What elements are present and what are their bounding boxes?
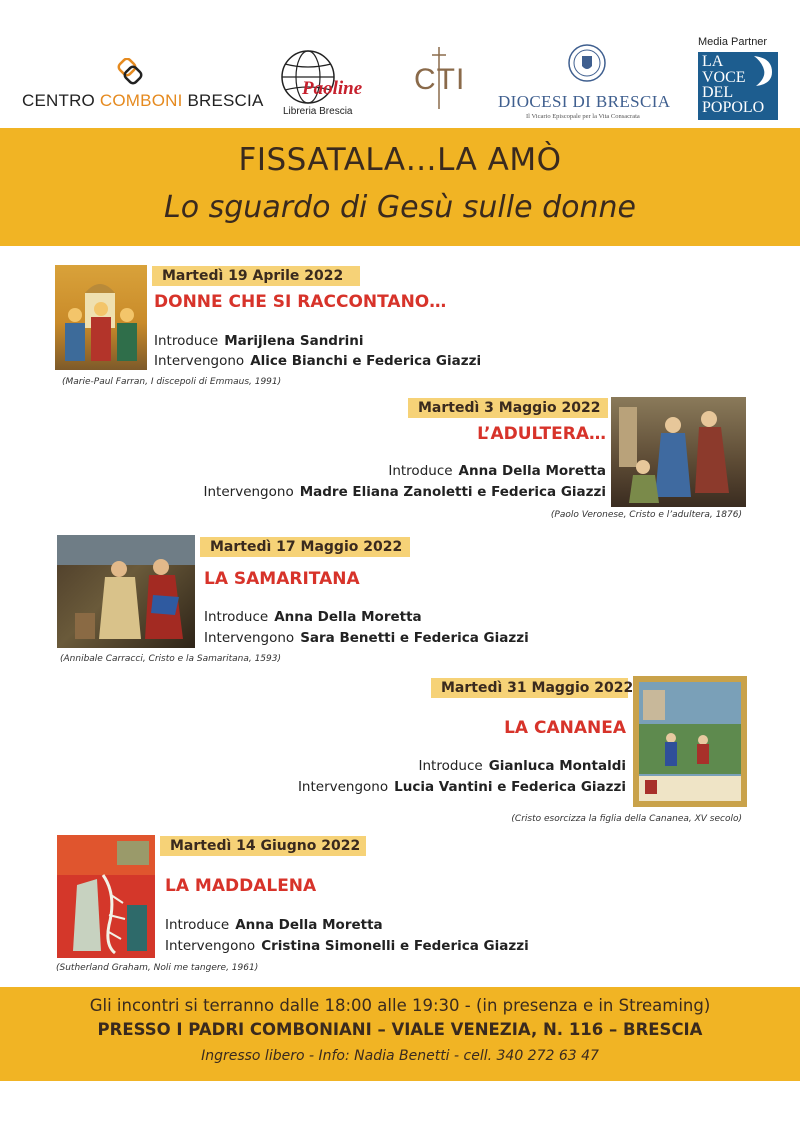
event-2-introduce: Introduce Anna Della Moretta [388,463,606,479]
event-1-introduce: Introduce Marijlena Sandrini [154,333,364,349]
event-3-introduce: Introduce Anna Della Moretta [204,609,422,625]
event-4-intervengono: Intervengono Lucia Vantini e Federica Giazzi [297,779,626,795]
footer-info: Ingresso libero - Info: Nadia Benetti - cell. 340 272 63 47 [201,1048,599,1064]
event-1-title: DONNE CHE SI RACCONTANO… [154,292,447,312]
event-1-date: Martedì 19 Aprile 2022 [152,266,360,286]
cti-letters: CTI [414,63,466,96]
event-4-date: Martedì 31 Maggio 2022 [431,678,628,698]
event-3-caption: (Annibale Carracci, Cristo e la Samaritana, 1593) [60,654,281,664]
event-5-title: LA MADDALENA [165,876,317,896]
event-5-intervengono: Intervengono Cristina Simonelli e Federica Giazzi [165,938,529,954]
footer-band [0,987,800,1081]
event-5-introduce: Introduce Anna Della Moretta [165,917,383,933]
painting-cananea [633,676,747,807]
event-3-intervengono: Intervengono Sara Benetti e Federica Giazzi [204,630,529,646]
comboni-logo-text: CENTRO COMBONI BRESCIA [22,91,264,110]
comboni-knot-icon [112,58,148,88]
event-4-title: LA CANANEA [504,718,626,738]
event-2-date: Martedì 3 Maggio 2022 [408,398,608,418]
event-2-caption: (Paolo Veronese, Cristo e l’adultera, 1876) [550,510,742,520]
paoline-sub: Libreria Brescia [283,106,353,117]
title-band [0,128,800,246]
cti-logo [410,45,468,111]
event-1-intervengono: Intervengono Alice Bianchi e Federica Giazzi [154,353,482,369]
centro-comboni-logo [22,58,264,112]
paoline-name: Paoline [302,78,363,99]
painting-adultera [611,397,746,507]
footer-location: PRESSO I PADRI COMBONIANI – VIALE VENEZIA, N. 116 – BRESCIA [97,1020,703,1039]
event-1-caption: (Marie-Paul Farran, I discepoli di Emmaus, 1991) [62,377,282,387]
footer-schedule: Gli incontri si terranno dalle 18:00 alle 19:30 - (in presenza e in Streaming) [89,996,711,1015]
event-2-title: L’ADULTERA… [477,424,606,444]
diocesi-name: DIOCESI DI BRESCIA [498,92,671,111]
event-4-introduce: Introduce Gianluca Montaldi [418,758,626,774]
diocesi-seal-icon [568,42,606,84]
event-5-date: Martedì 14 Giugno 2022 [160,836,366,856]
logo-bar [0,0,800,128]
media-partner-logo [696,36,786,122]
painting-samaritana [57,535,195,648]
event-4-caption: (Cristo esorcizza la figlia della Cananea, XV secolo) [511,814,742,824]
event-3-date: Martedì 17 Maggio 2022 [200,537,410,557]
event-5-caption: (Sutherland Graham, Noli me tangere, 1961) [56,963,259,973]
painting-maddalena [57,835,155,958]
event-3-title: LA SAMARITANA [204,569,360,589]
main-title: FISSATALA…LA AMÒ [238,142,562,178]
diocesi-sub: Il Vicario Episcopale per la Vita Consacrata [526,113,640,120]
subtitle: Lo sguardo di Gesù sulle donne [164,190,636,225]
la-voce-del-popolo-logo: LA VOCE DEL POPOLO [698,52,778,120]
media-partner-label: Media Partner [698,36,768,48]
painting-emmaus [55,265,147,370]
paoline-logo [280,48,365,120]
event-2-intervengono: Intervengono Madre Eliana Zanoletti e Federica Giazzi [203,484,606,500]
diocesi-logo [498,42,680,122]
